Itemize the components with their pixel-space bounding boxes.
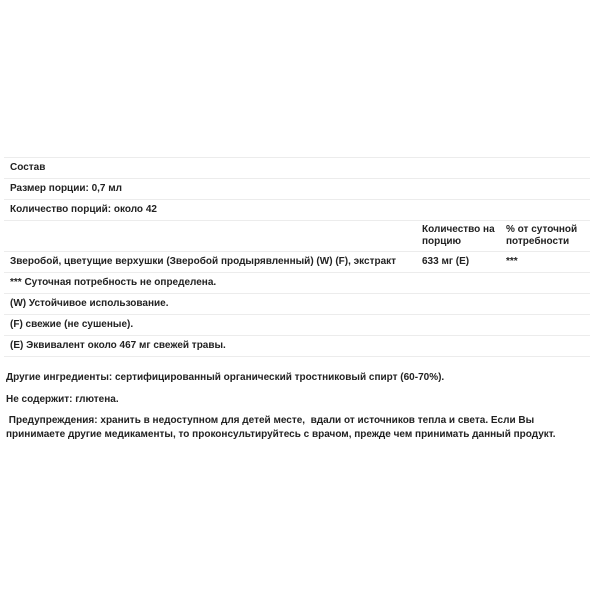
warnings: Предупреждения: хранить в недоступном для детей месте, вдали от источников тепла и света. Если Вы принимаете другие медикаменты, то проконсультируйтесь с врачом, прежде чем принимать данный продукт. bbox=[6, 415, 556, 440]
table-row bbox=[4, 252, 590, 273]
footnote: (W) Устойчивое использование. bbox=[4, 294, 590, 315]
header-empty bbox=[4, 221, 416, 252]
serving-size: Размер порции: 0,7 мл bbox=[4, 179, 590, 200]
footnote: *** Суточная потребность не определена. bbox=[4, 273, 590, 294]
footnote: (F) свежие (не сушеные). bbox=[4, 315, 590, 336]
servings-per-container: Количество порций: около 42 bbox=[4, 200, 590, 221]
ingredient-dv: *** bbox=[500, 252, 590, 273]
other-ingredients: Другие ингредиенты: сертифицированный органический тростниковый спирт (60-70%). bbox=[6, 372, 445, 383]
ingredient-name: Зверобой, цветущие верхушки (Зверобой продырявленный) (W) (F), экстракт bbox=[4, 252, 416, 273]
free-of: Не содержит: глютена. bbox=[6, 394, 119, 405]
header-amount: Количество на порцию bbox=[416, 221, 500, 252]
ingredient-amount: 633 мг (E) bbox=[416, 252, 500, 273]
footnote: (E) Эквивалент около 467 мг свежей травы. bbox=[4, 336, 590, 357]
header-daily-value: % от суточной потребности bbox=[500, 221, 590, 252]
table-title: Состав bbox=[4, 158, 590, 179]
supplement-facts-table bbox=[4, 157, 590, 357]
